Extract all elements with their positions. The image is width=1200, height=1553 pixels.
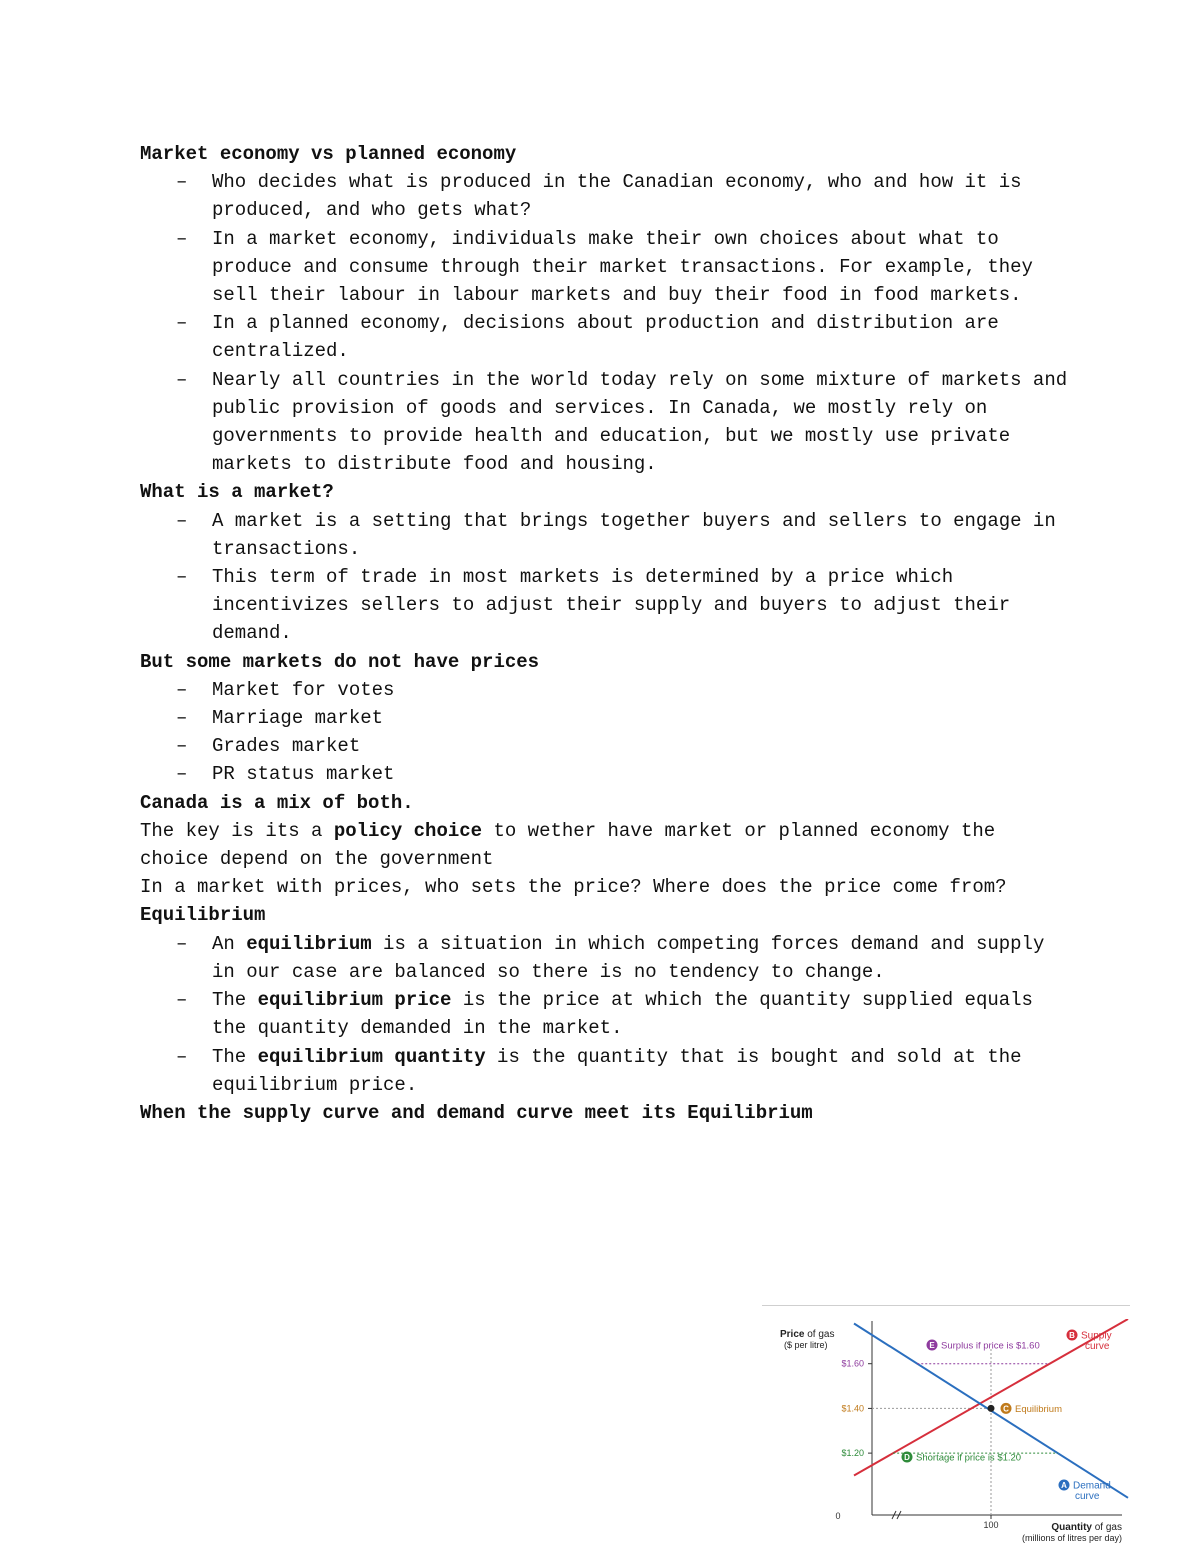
list-item: – Grades market bbox=[212, 732, 1070, 760]
bold-term: policy choice bbox=[333, 819, 483, 842]
what-is-market-list bbox=[140, 507, 1070, 648]
closing-statement: When the supply curve and demand curve meet its Equilibrium bbox=[140, 1101, 813, 1124]
supply-curve-label: curve bbox=[1085, 1341, 1110, 1352]
market-vs-planned-list bbox=[140, 168, 1070, 478]
x-axis-units: (millions of litres per day) bbox=[1021, 1533, 1122, 1543]
heading-market-vs-planned: Market economy vs planned economy bbox=[140, 143, 517, 165]
demand-curve-badge-letter: A bbox=[1061, 1481, 1067, 1490]
chart-container bbox=[762, 1305, 1130, 1545]
list-item: – Marriage market bbox=[212, 704, 1070, 732]
supply-curve-badge-letter: B bbox=[1069, 1331, 1075, 1340]
document-body bbox=[140, 140, 1070, 1127]
origin-label: 0 bbox=[835, 1511, 841, 1521]
demand-curve-label: Demand bbox=[1073, 1480, 1111, 1492]
bold-term: equilibrium quantity bbox=[257, 1045, 486, 1068]
text-run: The bbox=[212, 989, 258, 1012]
divider bbox=[762, 1305, 1130, 1306]
heading-no-prices: But some markets do not have prices bbox=[140, 650, 540, 673]
list-item bbox=[212, 1043, 1070, 1099]
heading-equilibrium: Equilibrium bbox=[140, 904, 266, 927]
heading-canada-mix: Canada is a mix of both. bbox=[140, 791, 414, 814]
x-axis-label: Quantity of gas bbox=[1051, 1522, 1122, 1533]
y-axis-label: Price of gas bbox=[780, 1329, 835, 1340]
list-item: – In a planned economy, decisions about production and distribution are centralized. bbox=[212, 309, 1070, 365]
equilibrium-point bbox=[988, 1405, 995, 1412]
y-axis-units: ($ per litre) bbox=[784, 1340, 828, 1350]
text-run: is the quantity that is bought and sold at the equilibrium price. bbox=[212, 1045, 1022, 1096]
text-run: to wether have market or planned economy the choice depend on the government bbox=[140, 819, 996, 871]
list-item: – PR status market bbox=[212, 760, 1070, 788]
equilibrium-list bbox=[140, 930, 1070, 1099]
y-tick-label: $1.20 bbox=[841, 1448, 864, 1459]
supply-demand-chart bbox=[762, 1319, 1130, 1544]
shortage-label: Shortage if price is $1.20 bbox=[916, 1452, 1022, 1464]
y-tick-label: $1.60 bbox=[841, 1358, 864, 1369]
text-run: An bbox=[212, 932, 247, 955]
text-run: The key is its a bbox=[140, 819, 334, 842]
shortage-badge-letter: D bbox=[904, 1453, 910, 1462]
list-item bbox=[212, 930, 1070, 986]
heading-what-is-market: What is a market? bbox=[140, 481, 334, 504]
text-run: The bbox=[212, 1045, 258, 1068]
list-item: – A market is a setting that brings together buyers and sellers to engage in transactions. bbox=[212, 507, 1070, 563]
bold-term: equilibrium price bbox=[257, 989, 452, 1012]
surplus-badge-letter: E bbox=[929, 1341, 935, 1350]
text-run: is the price at which the quantity supplied equals the quantity demanded in the market. bbox=[212, 989, 1033, 1040]
list-item bbox=[212, 986, 1070, 1042]
policy-choice-paragraph bbox=[140, 817, 1070, 873]
text-run: is a situation in which competing forces demand and supply in our case are balanced so there is no tendency to change. bbox=[212, 932, 1045, 983]
demand-curve-label: curve bbox=[1075, 1491, 1100, 1502]
y-tick-label: $1.40 bbox=[841, 1403, 864, 1414]
list-item: – This term of trade in most markets is determined by a price which incentivizes sellers to adjust their supply and buyers to adjust their demand. bbox=[212, 563, 1070, 648]
list-item: – Who decides what is produced in the Canadian economy, who and how it is produced, and who gets what? bbox=[212, 168, 1070, 224]
x-tick-label: 100 bbox=[983, 1520, 999, 1530]
price-question-paragraph: In a market with prices, who sets the price? Where does the price come from? bbox=[140, 876, 1007, 899]
equilibrium-badge-letter: C bbox=[1003, 1404, 1009, 1414]
equilibrium-label: Equilibrium bbox=[1015, 1403, 1062, 1415]
supply-curve-label: Supply bbox=[1081, 1330, 1112, 1342]
list-item: – Market for votes bbox=[212, 676, 1070, 704]
bold-term: equilibrium bbox=[246, 932, 372, 955]
list-item: – In a market economy, individuals make their own choices about what to produce and consume through their market transactions. For example, they sell their labour in labour markets and buy their food in food markets. bbox=[212, 225, 1070, 310]
list-item: – Nearly all countries in the world today rely on some mixture of markets and public provision of goods and services. In Canada, we mostly rely on governments to provide health and education, but we mostly use private markets to distribute food and housing. bbox=[212, 366, 1070, 479]
surplus-label: Surplus if price is $1.60 bbox=[941, 1340, 1040, 1352]
no-prices-list bbox=[140, 676, 1070, 789]
